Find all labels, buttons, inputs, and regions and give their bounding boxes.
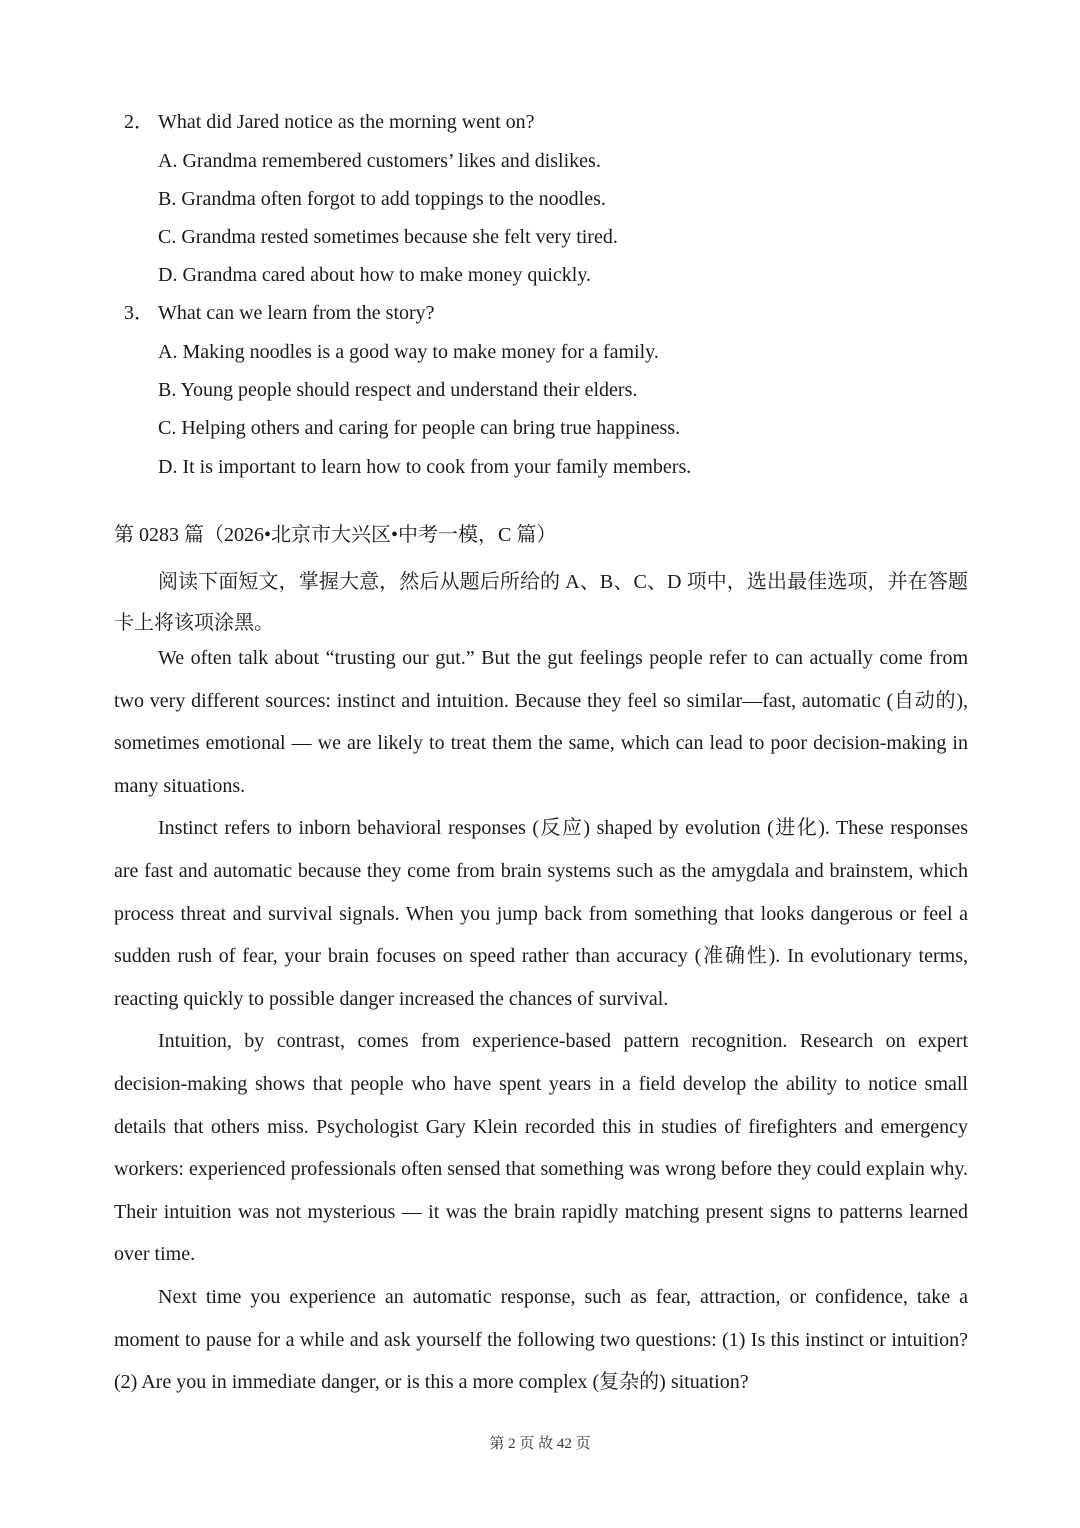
option-d: D. It is important to learn how to cook from your family members. xyxy=(158,456,692,478)
article-paragraph: We often talk about “trusting our gut.” But the gut feelings people refer to can actually come from two very different sources: instinct and intuition. Because they feel so similar—fast, automatic (自动的), sometimes emotional — we are likely to treat them the same, which can lead to poor decision-making in many situations. xyxy=(114,647,968,797)
question-stem xyxy=(124,110,535,134)
option-c: C. Helping others and caring for people can bring true happiness. xyxy=(158,417,681,439)
option-a: A. Making noodles is a good way to make money for a family. xyxy=(158,341,659,363)
option-a: A. Grandma remembered customers’ likes and dislikes. xyxy=(158,150,601,172)
question-text: What can we learn from the story? xyxy=(158,302,435,324)
article-paragraph: Intuition, by contrast, comes from experience-based pattern recognition. Research on expert decision-making shows that people who have spent years in a field develop the ability to notice small details that others miss. Psychologist Gary Klein recorded this in studies of firefighters and emergency workers: experienced professionals often sensed that something was wrong before they could explain why. Their intuition was not mysterious — it was the brain rapidly matching present signs to patterns learned over time. xyxy=(114,1030,969,1266)
section-instructions: 阅读下面短文，掌握大意，然后从题后所给的 A、B、C、D 项中，选出最佳选项，并在答题卡上将该项涂黑。 xyxy=(114,571,968,634)
question-number: 2． xyxy=(124,111,154,133)
option-c: C. Grandma rested sometimes because she felt very tired. xyxy=(158,226,618,248)
option-b: B. Grandma often forgot to add toppings to the noodles. xyxy=(158,188,606,210)
question-text: What did Jared notice as the morning went on? xyxy=(158,111,535,133)
article-paragraph: Instinct refers to inborn behavioral responses (反应) shaped by evolution (进化). These responses are fast and automatic because they come from brain systems such as the amygdala and brainstem, which process threat and survival signals. When you jump back from something that looks dangerous or feel a sudden rush of fear, your brain focuses on speed rather than accuracy (准确性). In evolutionary terms, reacting quickly to possible danger increased the chances of survival. xyxy=(114,817,968,1010)
option-b: B. Young people should respect and understand their elders. xyxy=(158,379,638,401)
article xyxy=(114,637,968,1404)
article-paragraph: Next time you experience an automatic response, such as fear, attraction, or confidence, take a moment to pause for a while and ask yourself the following two questions: (1) Is this instinct or intuition? (2) Are you in immediate danger, or is this a more complex (复杂的) situation? xyxy=(114,1285,968,1394)
question-stem xyxy=(124,301,435,325)
option-d: D. Grandma cared about how to make money quickly. xyxy=(158,264,592,286)
section-title: 第 0283 篇（2026•北京市大兴区•中考一模，C 篇） xyxy=(114,524,557,546)
page-footer: 第 2 页 故 42 页 xyxy=(489,1436,591,1452)
question-number: 3． xyxy=(124,302,154,324)
